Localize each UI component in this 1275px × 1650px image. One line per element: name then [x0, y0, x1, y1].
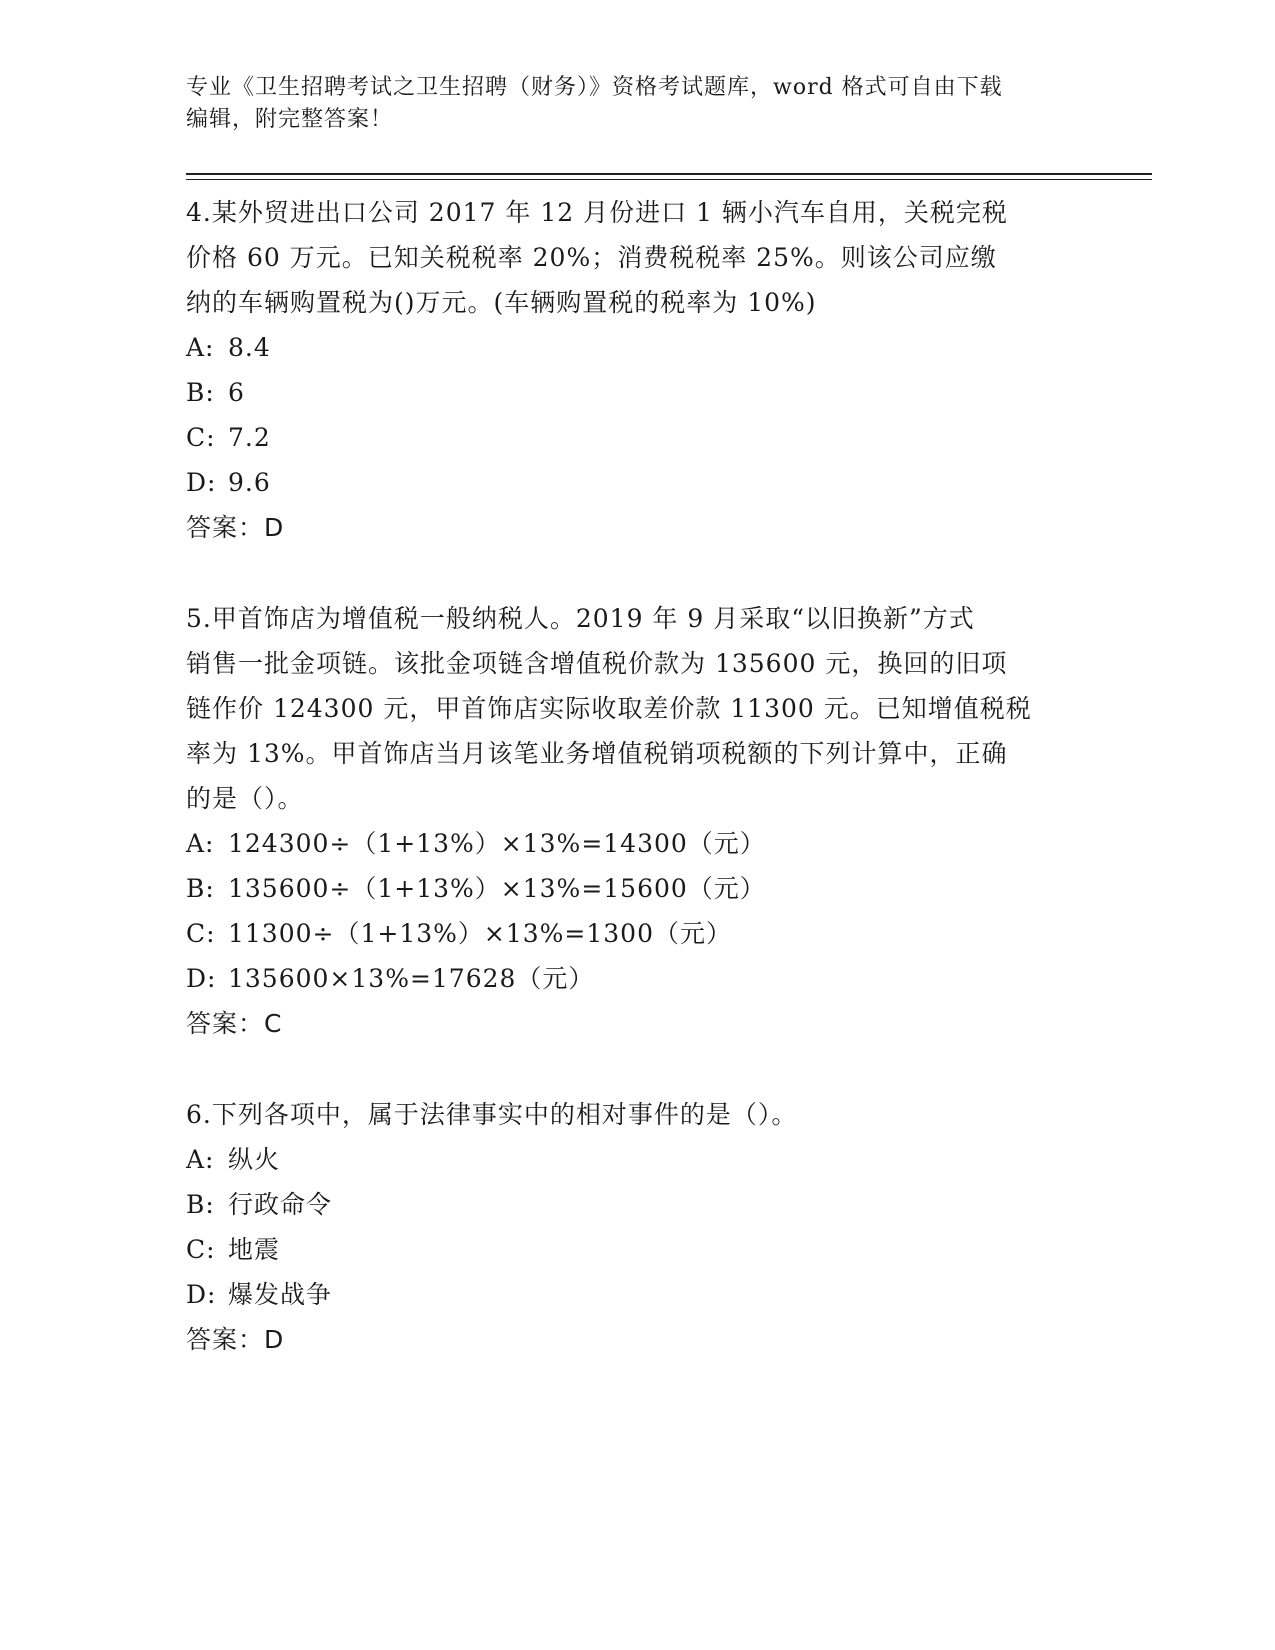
option-c [186, 1227, 1086, 1272]
option-b [186, 866, 1086, 911]
question-text-line: 纳的车辆购置税为()万元。(车辆购置税的税率为 10%) [186, 288, 817, 317]
question-text-line: 链作价 124300 元，甲首饰店实际收取差价款 11300 元。已知增值税税 [186, 694, 1032, 723]
option-letter: C: [186, 1235, 216, 1264]
option-text: 7.2 [228, 423, 271, 452]
option-text: 爆发战争 [228, 1280, 333, 1309]
option-c [186, 911, 1086, 956]
question-text-line: 的是（）。 [186, 784, 304, 813]
header-divider-thin [186, 179, 1152, 180]
option-letter: B: [186, 1190, 215, 1219]
question-text-line: 4.某外贸进出口公司 2017 年 12 月份进口 1 辆小汽车自用，关税完税 [186, 198, 1008, 227]
question-text-line: 率为 13%。甲首饰店当月该笔业务增值税销项税额的下列计算中，正确 [186, 739, 1008, 768]
header-line-2: 编辑，附完整答案！ [186, 107, 394, 132]
option-text: 135600×13%=17628（元） [228, 964, 595, 993]
option-text: 8.4 [228, 333, 271, 362]
option-text: 135600÷（1+13%）×13%=15600（元） [228, 874, 766, 903]
option-c [186, 415, 1086, 460]
option-d [186, 956, 1086, 1001]
option-a [186, 821, 1086, 866]
option-letter: B: [186, 378, 215, 407]
answer-text: 答案：D [186, 1325, 285, 1354]
option-letter: C: [186, 423, 216, 452]
option-letter: D: [186, 964, 217, 993]
option-letter: B: [186, 874, 215, 903]
option-letter: D: [186, 468, 217, 497]
option-letter: C: [186, 919, 216, 948]
header-divider-thick [186, 173, 1152, 175]
question-text-line: 价格 60 万元。已知关税税率 20%；消费税税率 25%。则该公司应缴 [186, 243, 997, 272]
option-d [186, 1272, 1086, 1317]
question-6 [186, 1092, 1086, 1362]
option-letter: D: [186, 1280, 217, 1309]
answer-text: 答案：C [186, 1009, 283, 1038]
option-a [186, 1137, 1086, 1182]
option-text: 地震 [228, 1235, 281, 1264]
option-text: 11300÷（1+13%）×13%=1300（元） [228, 919, 732, 948]
option-b [186, 370, 1086, 415]
option-text: 6 [228, 378, 245, 407]
question-text-line: 销售一批金项链。该批金项链含增值税价款为 135600 元，换回的旧项 [186, 649, 1008, 678]
answer-text: 答案：D [186, 513, 285, 542]
option-text: 9.6 [228, 468, 271, 497]
header-line-1: 专业《卫生招聘考试之卫生招聘（财务）》资格考试题库，word 格式可自由下载 [186, 75, 1003, 100]
question-text-line: 6.下列各项中，属于法律事实中的相对事件的是（）。 [186, 1100, 798, 1129]
option-d [186, 460, 1086, 505]
option-b [186, 1182, 1086, 1227]
option-text: 纵火 [228, 1145, 281, 1174]
question-5 [186, 596, 1086, 1046]
question-list [186, 190, 1086, 1408]
option-text: 124300÷（1+13%）×13%=14300（元） [228, 829, 766, 858]
question-4 [186, 190, 1086, 550]
option-letter: A: [186, 333, 215, 362]
option-letter: A: [186, 829, 215, 858]
option-a [186, 325, 1086, 370]
option-text: 行政命令 [228, 1190, 333, 1219]
option-letter: A: [186, 1145, 215, 1174]
document-header [186, 72, 1066, 136]
question-text-line: 5.甲首饰店为增值税一般纳税人。2019 年 9 月采取“以旧换新”方式 [186, 604, 975, 633]
